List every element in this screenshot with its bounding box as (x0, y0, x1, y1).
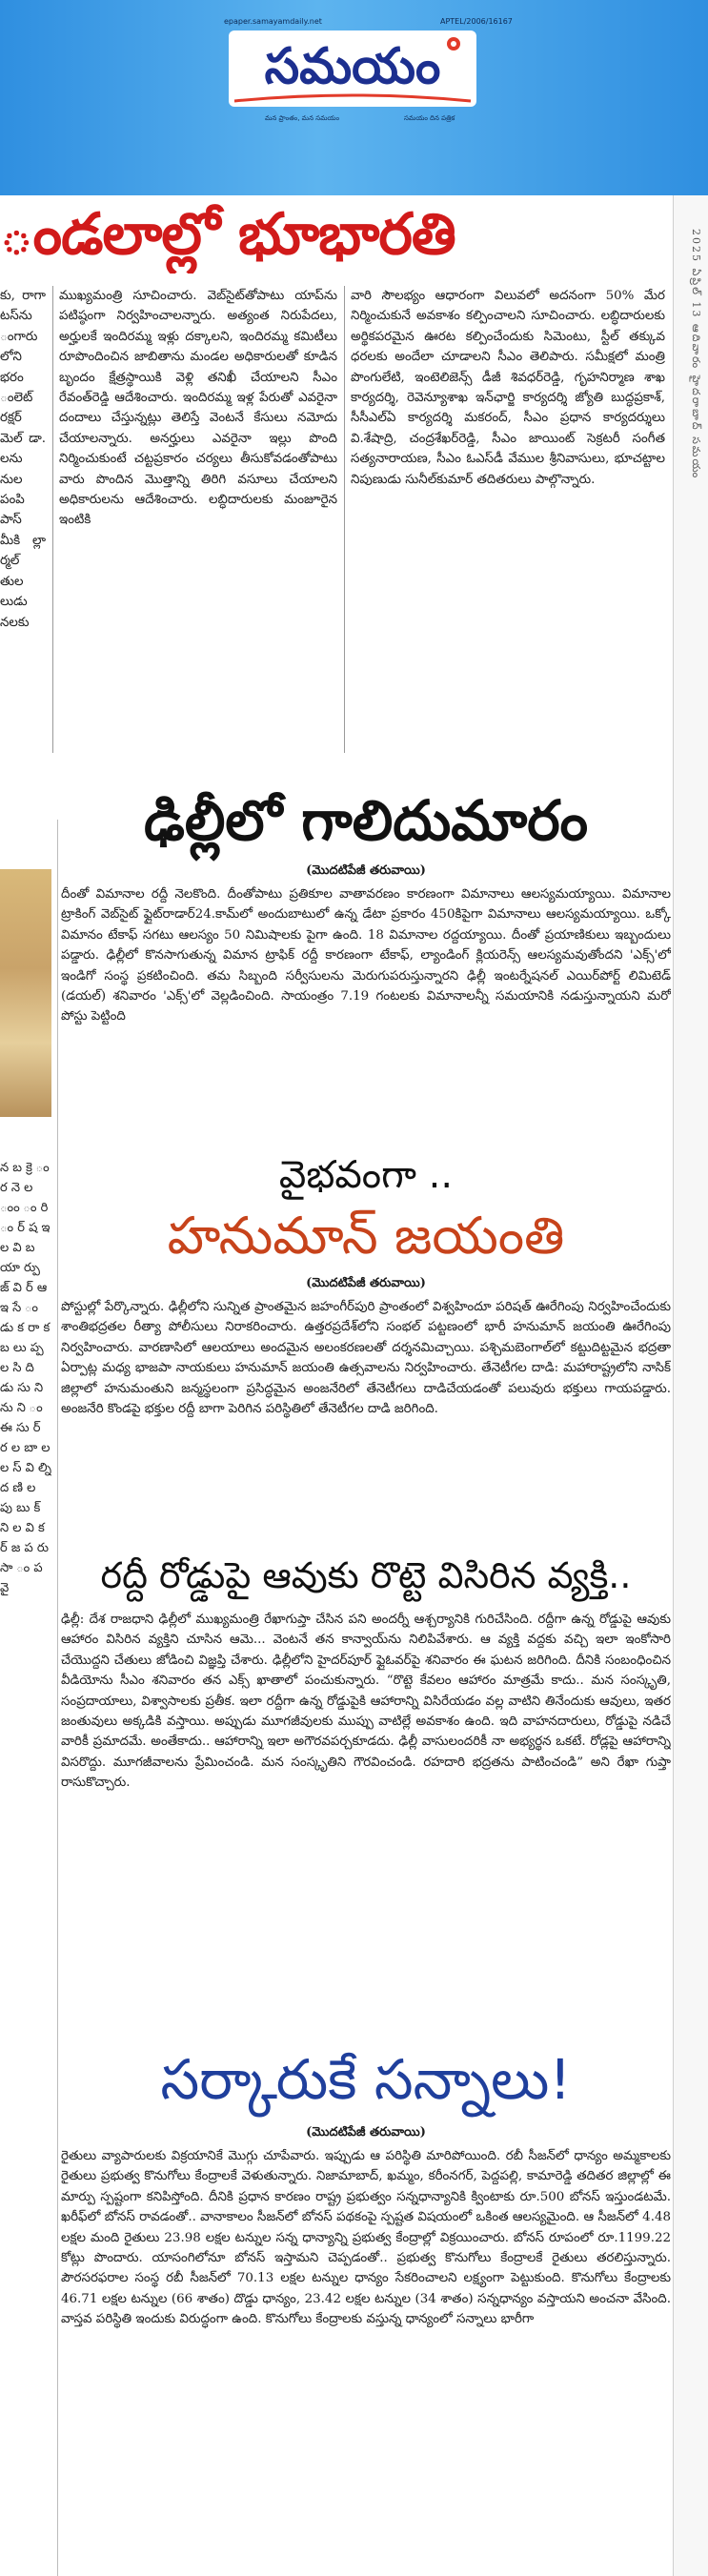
story-kicker: వైభవంగా .. (278, 1153, 454, 1197)
story-body: ఢిల్లీ: దేశ రాజధాని ఢిల్లీలో ముఖ్యమంత్రి రేఖాగుప్తా చేసిన పని అందర్నీ ఆశ్చర్యానికి గురిచేసింది. రద్దీగా ఉన్న రోడ్డుపై ఆవుకు ఆహారం విసిరిన వ్యక్తిని చూసిన ఆమె... వెంటనే తన కాన్వాయ్‌ను నిలిపివేశారు. ఆ వ్యక్తి వద్దకు వచ్చి ఇలా ఇంకోసారి చేయొద్దని చేతులు జోడించి విజ్ఞప్తి చేశారు. ఢిల్లీలోని హైదర్‌పూర్ ఫ్లైఓవర్‌పై శనివారం ఈ ఘటన జరిగింది. దీనికి సంబంధించిన వీడియోను సీఎం శనివారం తన ఎక్స్ ఖాతాలో పంచుకున్నారు. “రొట్టె కేవలం ఆహారం మాత్రమే కాదు.. మన సంస్కృతి, సంప్రదాయాలు, విశ్వాసాలకు ప్రతీక. ఇలా రద్దీగా ఉన్న రోడ్డుపైకి ఆహారాన్ని విసిరేయడం వల్ల వాటిని తినేందుకు ఆవులు, ఇతర జంతువులు అక్కడికి వస్తాయి. అప్పుడు మూగజీవులకు ముప్పు వాటిల్లే అవకాశం ఉంది. ఇది వాహనదారులు, రోడ్డుపై నడిచే వారికీ ప్రమాదమే. అంతేకాదు.. ఆహారాన్ని ఇలా అగౌరవపర్చకూడదు. ఢిల్లీ వాసులందరికీ నా అభ్యర్థన ఒకటే. రోడ్లపై ఆహారాన్ని విసరొద్దు. మూగజీవాలను ప్రేమించండి. మన సంస్కృతిని గౌరవించండి. రహదారి భద్రతను పాటించండి” అని రేఖా గుప్తా రాసుకొచ్చారు. (61, 1613, 671, 1791)
story-body: దీంతో విమానాల రద్దీ నెలకొంది. దీంతోపాటు ప్రతికూల వాతావరణం కారణంగా విమానాలు ఆలస్యమయ్యాయి. విమానాల ట్రాకింగ్ వెబ్‌సైట్ ఫ్లైట్‌రాడార్24.కామ్‌లో అందుబాటులో ఉన్న డేటా ప్రకారం 450కిపైగా విమానాలు ఆలస్యమయ్యాయి. ఒక్కో విమానం టేకాఫ్ సగటు ఆలస్యం 50 నిమిషాలకు పైగా ఉంది. 18 విమానాల రద్దయ్యాయి. దీంతో ప్రయాణికులు ఇబ్బందులు పడ్డారు. ఢిల్లీలో కొనసాగుతున్న విమాన ట్రాఫిక్ రద్దీ కారణంగా టేకాఫ్, ల్యాండింగ్ క్లియరెన్స్ ఆలస్యమవుతోందని 'ఎక్స్‌'లో ఇండిగో సంస్థ ప్రకటించింది. తమ సిబ్బంది సర్వీసులను మెరుగుపరుస్తున్నారని ఢిల్లీ ఇంటర్నేషనల్ ఎయిర్‌పోర్ట్ లిమిటెడ్ (డయల్) శనివారం 'ఎక్స్‌'లో వెల్లడించింది. సాయంత్రం 7.19 గంటలకు విమానాలన్నీ సమయానికి నడుస్తున్నాయని మరో పోస్టు పెట్టింది (61, 887, 671, 1024)
story-body: పోస్టుల్లో పేర్కొన్నారు. ఢిల్లీలోని సున్నిత ప్రాంతమైన జహంగీర్‌పురి ప్రాంతంలో విశ్వహిందూ పరిషత్ ఊరేగింపు నిర్వహించేందుకు శాంతిభద్రతల రీత్యా పోలీసులు నిరాకరించారు. ఉత్తరప్రదేశ్‌లోని సంభల్ పట్టణంలో భారీ హనుమాన్ జయంతి ఊరేగింపు నిర్వహించారు. వారణాసిలో ఆలయాలు అందమైన అలంకరణలతో దర్శనమిచ్చాయి. పశ్చిమబెంగాల్‌లో కట్టుదిట్టమైన భద్రతా ఏర్పాట్ల మధ్య భాజపా నాయకులు హనుమాన్ జయంతి ఉత్సవాలను నిర్వహించారు. తేనెటీగల దాడి: మహారాష్ట్రలోని నాసిక్ జిల్లాలో హనుమంతుని జన్మస్థలంగా ప్రసిద్ధమైన అంజనేరిలో తేనెటీగలు దాడిచేయడంతో పలువురు భక్తులు గాయపడ్డారు. అంజనేరి కొండపై భక్తుల రద్దీ బాగా పెరిగిన పరిస్థితిలో తేనెటీగల దాడి జరిగింది. (61, 1300, 671, 1417)
story-headline: సర్కారుకే సన్నాలు! (160, 2047, 572, 2112)
lead-column-2: ముఖ్యమంత్రి సూచించారు. వెబ్‌సైట్‌తోపాటు యాప్‌ను పటిష్ఠంగా నిర్వహించాలన్నారు. అత్యంత నిరుపేదలు, అర్హులకే ఇందిరమ్మ ఇళ్లు దక్కాలని, ఇందిరమ్మ కమిటీలు రూపొందించిన జాబితాను మండల అధికారులతో కూడిన బృందం క్షేత్రస్థాయికి వెళ్లి తనిఖీ చేయాలని సీఎం రేవంత్‌రెడ్డి ఆదేశించారు. ఇందిరమ్మ ఇళ్ల పేరుతో ఎవరైనా దందాలు చేస్తున్నట్లు తెలిస్తే వెంటనే కేసులు నమోదు చేయాలన్నారు. అనర్హులు ఎవరైనా ఇల్లు పొంది నిర్మించుకుంటే చట్టప్రకారం చర్యలు తీసుకోవడంతోపాటు వారు పొందిన మొత్తాన్ని తిరిగి వసూలు చేయాలని అధికారులను ఆదేశించారు. లబ్ధిదారులకు మంజూరైన ఇంటికి (59, 289, 337, 528)
column-divider (57, 820, 58, 2576)
column-divider (344, 286, 345, 753)
story-headline: ఢిల్లీలో గాలిదుమారం (143, 788, 589, 853)
cropped-left-column: న బ క్రె ం ర నె ల ంం ం రి ం ర్ ష ఇ ల వి బ యా ర్పు జ్ వి ర్ ఆ ఇ సే ం డు క రా క బ లు ప్ప ల సి ది డు సు ని ను ని ం ఈ సు ర్ ర ల బా ల ల స్ వి ల్ని ద ణి ల పు బు క్ ని ల వి క ర్ జ ప రు సా ం ప వై (0, 1161, 51, 1595)
story-headline: రద్దీ రోడ్డుపై ఆవుకు రొట్టె విసిరిన వ్యక్తి.. (100, 1554, 632, 1596)
column-divider (52, 286, 53, 753)
masthead-tagline-right: సమయం దిన పత్రిక (404, 114, 455, 122)
story-headline: హనుమాన్ జయంతి (167, 1206, 565, 1266)
cropped-photo (0, 869, 51, 1117)
story-roti-on-road (61, 1549, 671, 2048)
lead-column-1: కు, రాగా టస్‌ను ంగారు లోని భరం ంలెట్ రక్షర్ మెల్ డా. లను నుల పంపి పాస్ మీకి ల్లా ర్మల్ తుల లుడు నలకు (0, 289, 46, 630)
story-body: రైతులు వ్యాపారులకు విక్రయానికే మొగ్గు చూపేవారు. ఇప్పుడు ఆ పరిస్థితి మారిపోయింది. రబీ సీజన్‌లో ధాన్యం అమ్మకాలకు రైతులు ప్రభుత్వ కొనుగోలు కేంద్రాలకే వెళుతున్నారు. నిజామాబాద్, ఖమ్మం, కరీంనగర్, పెద్దపల్లి, కామారెడ్డి తదితర జిల్లాల్లో ఈ మార్పు స్పష్టంగా కనిపిస్తోంది. దీనికి ప్రధాన కారణం రాష్ట్ర ప్రభుత్వం సన్నధాన్యానికి క్వింటాకు రూ.500 బోనస్ ఇస్తుండటమే. ఖరీఫ్‌లో బోనస్ రావడంతో.. వానాకాలం సీజన్‌లో బోనస్ పథకంపై స్పష్టత విషయంలో ఒకింత ఆలస్యమైంది. ఆ సీజన్‌లో 4.48 లక్షల మంది రైతులు 23.98 లక్షల టన్నుల సన్న ధాన్యాన్ని ప్రభుత్వ కేంద్రాల్లో విక్రయించారు. బోనస్ రూపంలో రూ.1199.22 కోట్లు పొందారు. యాసంగిలోనూ బోనస్ ఇస్తామని చెప్పడంతో.. ప్రభుత్వ కొనుగోలు కేంద్రాలకే రైతులు తరలిస్తున్నారు. పౌరసరఫరాల సంస్థ రబీ సీజన్‌లో 70.13 లక్షల టన్నుల ధాన్యం సేకరించాలని లక్ష్యంగా పెట్టుకుంది. కొనుగోలు కేంద్రాలకు 46.71 లక్షల టన్నుల (66 శాతం) దొడ్డు ధాన్యం, 23.42 లక్షల టన్నుల (34 శాతం) సన్నధాన్యం వస్తాయని అంచనా వేసింది. వాస్తవ పరిస్థితి ఇందుకు విరుద్ధంగా ఉంది. కొనుగోలు కేంద్రాలకు వస్తున్న ధాన్యంలో సన్నాలు భారీగా (61, 2149, 671, 2327)
lead-column-3: వారి సౌలభ్యం ఆధారంగా విలువలో అదనంగా 50% మేర నిర్మించుకునే అవకాశం కల్పించాలని సూచించారు. లబ్ధిదారులకు అర్థికపరమైన ఊరట కల్పించేందుకు సిమెంటు, స్టీల్ తక్కువ ధరలకు అందేలా చూడాలని సీఎం తెలిపారు. సమీక్షలో మంత్రి పొంగులేటి, ఇంటెలిజెన్స్ డీజీ శివధర్‌రెడ్డి, గృహనిర్మాణ శాఖ కార్యదర్శి, రెవెన్యూశాఖ ఇన్‌ఛార్జి కార్యదర్శి జ్యోతి బుద్ధప్రకాశ్, సీసీఎల్ఏ కార్యదర్శి మకరంద్, సీఎం ప్రధాన కార్యదర్శులు వి.శేషాద్రి, చంద్రశేఖర్‌రెడ్డి, సీఎం జాయింట్ సెక్రటరీ సంగీత సత్యనారాయణ, సీఎం ఓఎస్‌డీ వేముల శ్రీనివాసులు, భూచట్టాల నిపుణుడు సునీల్‌కుమార్ తదితరులు పాల్గొన్నారు. (351, 289, 665, 487)
story-hanuman-jayanti (61, 1148, 671, 1602)
continued-label: (మొదటిపేజీ తరువాయి) (306, 1276, 426, 1290)
lead-story (0, 286, 667, 753)
registration-number: APTEL/2006/16167 (440, 17, 513, 26)
epaper-url[interactable]: epaper.samayamdaily.net (224, 17, 322, 26)
continued-label: (మొదటిపేజీ తరువాయి) (306, 863, 426, 878)
right-edge-strip-text: 2025 ఏప్రిల్ 13 ఆదివారం హైదరాబాద్ సమయం (690, 229, 702, 480)
masthead (0, 0, 708, 195)
lead-headline: ండలాల్లో భూభారతి (0, 201, 455, 268)
story-sarkaruke-sannalu (61, 2039, 671, 2566)
continued-label: (మొదటిపేజీ తరువాయి) (306, 2125, 426, 2140)
masthead-tagline-left: మన ప్రాంతం, మన సమయం (265, 114, 340, 122)
samayam-logo-text: సమయం (264, 38, 441, 95)
